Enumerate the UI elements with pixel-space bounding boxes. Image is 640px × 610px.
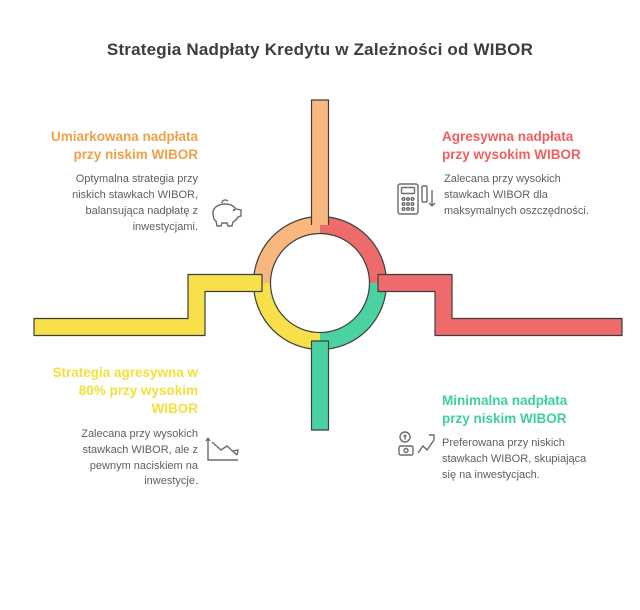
block-moderate-heading: Umiarkowana nadpłata przy niskim WIBOR (50, 129, 198, 163)
arm-right (378, 275, 622, 336)
calculator-icon (396, 182, 438, 227)
block-aggressive-80 (48, 364, 198, 490)
block-minimal (442, 392, 592, 484)
block-aggressive-high-body: Zalecana przy wysokich stawkach WIBOR dla maksymalnych oszczędności. (444, 173, 589, 218)
page-title: Strategia Nadpłaty Kredytu w Zależności od WIBOR (106, 40, 534, 59)
arm-top (312, 100, 329, 225)
arm-left (34, 275, 262, 336)
block-aggressive-high-heading: Agresywna nadpłata przy wysokim WIBOR (442, 129, 581, 163)
block-minimal-body: Preferowana przy niskich stawkach WIBOR, skupiająca się na inwestycjach. (442, 437, 587, 482)
block-aggressive-80-body: Zalecana przy wysokich stawkach WIBOR, ale z pewnym naciskiem na inwestycje. (81, 427, 198, 488)
block-moderate-body: Optymalna strategia przy niskich stawkach WIBOR, balansująca nadpłatę z inwestycjami. (72, 173, 198, 234)
block-minimal-heading: Minimalna nadpłata przy niskim WIBOR (442, 393, 568, 427)
block-aggressive-80-heading: Strategia agresywna w 80% przy wysokim WIBOR (52, 365, 198, 417)
money-growth-icon (396, 428, 436, 467)
arm-bottom (312, 341, 329, 430)
piggy-bank-icon (208, 196, 246, 233)
block-moderate (48, 128, 198, 236)
block-aggressive-high (442, 128, 592, 220)
chart-decline-icon (204, 432, 244, 469)
